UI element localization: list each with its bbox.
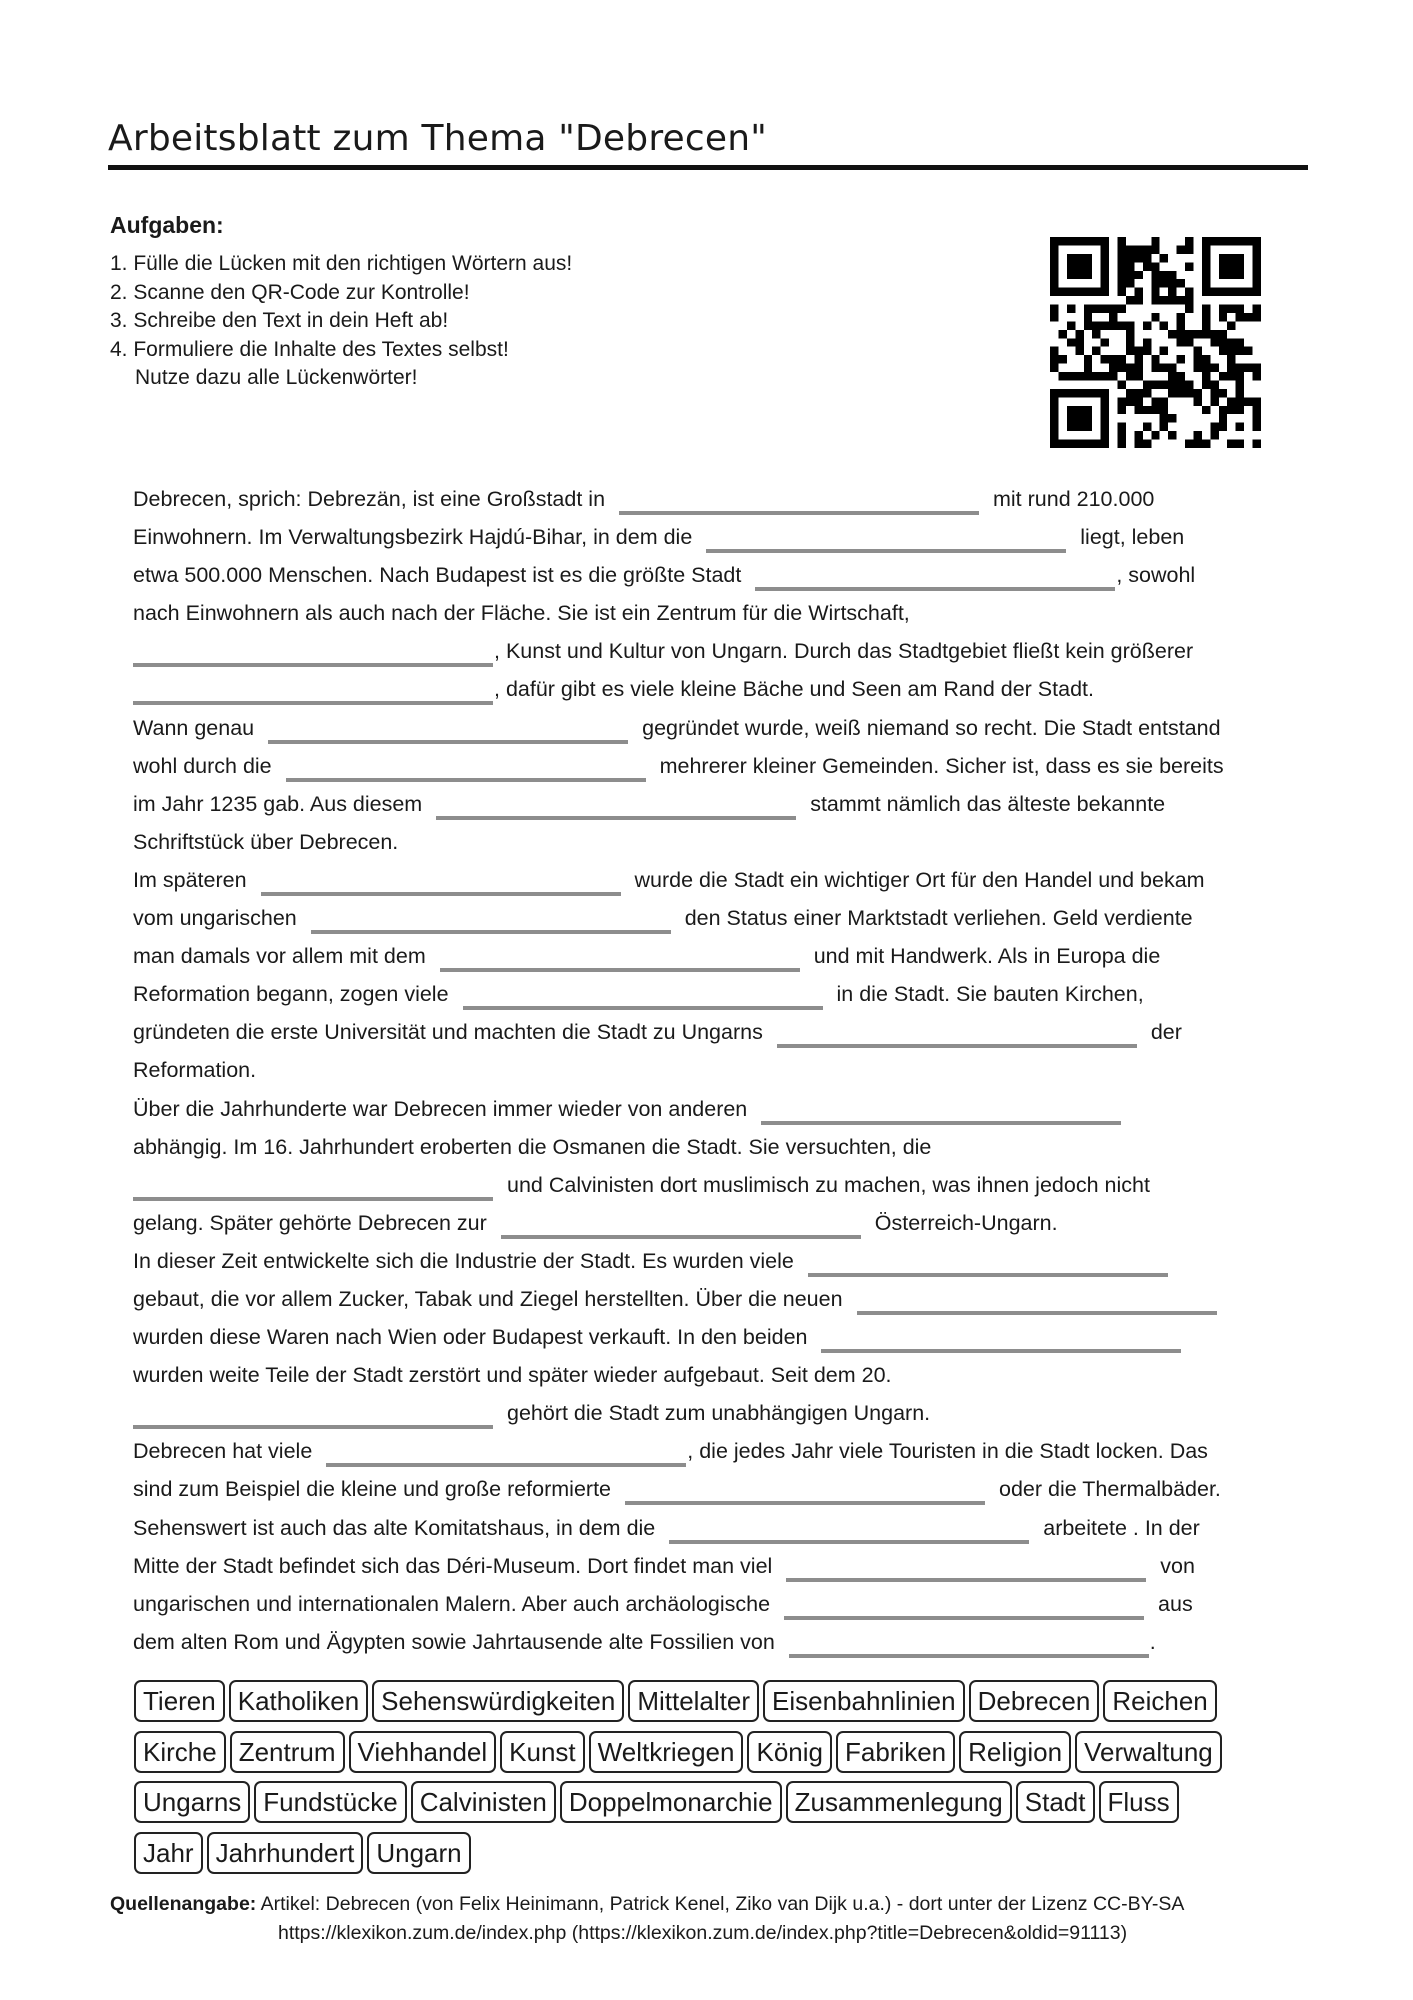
text-line: Einwohnern. Im Verwaltungsbezirk Hajdú-Bihar, in dem die liegt, leben xyxy=(133,518,1313,556)
text-line: Im späteren wurde die Stadt ein wichtiger Ort für den Handel und bekam xyxy=(133,861,1313,899)
text-line: vom ungarischen den Status einer Marktstadt verliehen. Geld verdiente xyxy=(133,899,1313,937)
word-chip[interactable]: Viehhandel xyxy=(349,1731,497,1773)
blank-gap[interactable] xyxy=(755,587,1115,591)
task-item-4: 4. Formuliere die Inhalte des Textes selbst! xyxy=(110,337,509,361)
text-line: Wann genau gegründet wurde, weiß niemand so recht. Die Stadt entstand xyxy=(133,709,1313,747)
tasks-heading: Aufgaben: xyxy=(110,212,224,238)
blank-gap[interactable] xyxy=(777,1044,1137,1048)
text-line: wurden weite Teile der Stadt zerstört und später wieder aufgebaut. Seit dem 20. xyxy=(133,1363,892,1388)
blank-gap[interactable] xyxy=(789,1654,1149,1658)
blank-gap[interactable] xyxy=(786,1578,1146,1582)
blank-gap[interactable] xyxy=(326,1463,686,1467)
word-chip[interactable]: Ungarn xyxy=(367,1832,470,1874)
blank-gap[interactable] xyxy=(501,1235,861,1239)
word-chip[interactable]: Eisenbahnlinien xyxy=(763,1680,965,1722)
word-chip[interactable]: Weltkriegen xyxy=(589,1731,744,1773)
blank-gap[interactable] xyxy=(436,816,796,820)
cloze-text xyxy=(133,480,1313,1661)
text-line: Reformation. xyxy=(133,1058,257,1083)
word-chip[interactable]: Sehenswürdigkeiten xyxy=(372,1680,624,1722)
text-line: gebaut, die vor allem Zucker, Tabak und Ziegel herstellten. Über die neuen xyxy=(133,1280,1313,1318)
word-chip[interactable]: Kunst xyxy=(500,1731,585,1773)
word-chip[interactable]: König xyxy=(747,1731,832,1773)
blank-gap[interactable] xyxy=(286,778,646,782)
blank-gap[interactable] xyxy=(669,1540,1029,1544)
word-chip[interactable]: Mittelalter xyxy=(628,1680,759,1722)
word-chip[interactable]: Jahr xyxy=(134,1832,203,1874)
task-item-3: 3. Schreibe den Text in dein Heft ab! xyxy=(110,309,449,332)
word-chip[interactable]: Reichen xyxy=(1103,1680,1216,1722)
task-item-1: 1. Fülle die Lücken mit den richtigen Wörtern aus! xyxy=(110,252,573,275)
text-line: dem alten Rom und Ägypten sowie Jahrtausende alte Fossilien von . xyxy=(133,1623,1313,1661)
blank-gap[interactable] xyxy=(261,892,621,896)
text-line: , Kunst und Kultur von Ungarn. Durch das Stadtgebiet fließt kein größerer xyxy=(133,632,1313,670)
word-chip[interactable]: Zentrum xyxy=(230,1731,345,1773)
word-chip[interactable]: Ungarns xyxy=(134,1781,250,1823)
blank-gap[interactable] xyxy=(808,1273,1168,1277)
source-link[interactable]: https://klexikon.zum.de/index.php (https://klexikon.zum.de/index.php?title=Debrecen&oldid=91113) xyxy=(278,1922,1128,1944)
task-item-2: 2. Scanne den QR-Code zur Kontrolle! xyxy=(110,280,470,304)
blank-gap[interactable] xyxy=(311,930,671,934)
text-line: sind zum Beispiel die kleine und große reformierte oder die Thermalbäder. xyxy=(133,1470,1313,1508)
word-chip[interactable]: Zusammenlegung xyxy=(786,1781,1012,1823)
word-bank xyxy=(134,1680,1334,1882)
word-chip[interactable]: Tieren xyxy=(134,1680,225,1722)
word-bank-row xyxy=(134,1680,1334,1731)
text-line: gelang. Später gehörte Debrecen zur Österreich-Ungarn. xyxy=(133,1204,1313,1242)
text-line: nach Einwohnern als auch nach der Fläche. Sie ist ein Zentrum für die Wirtschaft, xyxy=(133,601,910,626)
text-line: etwa 500.000 Menschen. Nach Budapest ist es die größte Stadt , sowohl xyxy=(133,556,1313,594)
word-bank-row xyxy=(134,1781,1334,1832)
text-line: Reformation begann, zogen viele in die Stadt. Sie bauten Kirchen, xyxy=(133,975,1313,1013)
text-line: , dafür gibt es viele kleine Bäche und Seen am Rand der Stadt. xyxy=(133,670,1313,708)
word-chip[interactable]: Doppelmonarchie xyxy=(560,1781,782,1823)
text-line: Mitte der Stadt befindet sich das Déri-Museum. Dort findet man viel von xyxy=(133,1547,1313,1585)
task-item-4-note: Nutze dazu alle Lückenwörter! xyxy=(135,366,418,389)
word-chip[interactable]: Kirche xyxy=(134,1731,226,1773)
blank-gap[interactable] xyxy=(440,968,800,972)
qr-code-icon[interactable] xyxy=(1050,237,1261,448)
text-line: im Jahr 1235 gab. Aus diesem stammt nämlich das älteste bekannte xyxy=(133,785,1313,823)
text-line: Über die Jahrhunderte war Debrecen immer wieder von anderen xyxy=(133,1090,1313,1128)
word-bank-row xyxy=(134,1832,1334,1883)
text-line: und Calvinisten dort muslimisch zu machen, was ihnen jedoch nicht xyxy=(133,1166,1313,1204)
blank-gap[interactable] xyxy=(857,1311,1217,1315)
blank-gap[interactable] xyxy=(706,549,1066,553)
text-line: man damals vor allem mit dem und mit Handwerk. Als in Europa die xyxy=(133,937,1313,975)
word-chip[interactable]: Stadt xyxy=(1016,1781,1095,1823)
blank-gap[interactable] xyxy=(133,701,493,705)
title-underline xyxy=(108,165,1308,170)
blank-gap[interactable] xyxy=(133,1197,493,1201)
word-chip[interactable]: Jahrhundert xyxy=(207,1832,364,1874)
source-label: Quellenangabe: xyxy=(110,1893,257,1915)
text-line: gründeten die erste Universität und machten die Stadt zu Ungarns der xyxy=(133,1013,1313,1051)
text-line: abhängig. Im 16. Jahrhundert eroberten die Osmanen die Stadt. Sie versuchten, die xyxy=(133,1134,932,1159)
text-line: Schriftstück über Debrecen. xyxy=(133,829,399,854)
source-line-1: Artikel: Debrecen (von Felix Heinimann, Patrick Kenel, Ziko van Dijk u.a.) - dort unter der Lizenz CC-BY-SA xyxy=(260,1893,1185,1915)
word-chip[interactable]: Debrecen xyxy=(969,1680,1100,1722)
blank-gap[interactable] xyxy=(784,1616,1144,1620)
text-line: Debrecen, sprich: Debrezän, ist eine Großstadt in mit rund 210.000 xyxy=(133,480,1313,518)
word-bank-row xyxy=(134,1731,1334,1782)
blank-gap[interactable] xyxy=(133,663,493,667)
blank-gap[interactable] xyxy=(133,1425,493,1429)
word-chip[interactable]: Fabriken xyxy=(836,1731,955,1773)
source-note xyxy=(110,1890,1185,1944)
word-chip[interactable]: Katholiken xyxy=(229,1680,368,1722)
word-chip[interactable]: Religion xyxy=(959,1731,1071,1773)
text-line: gehört die Stadt zum unabhängigen Ungarn. xyxy=(133,1394,1313,1432)
text-line: wurden diese Waren nach Wien oder Budapest verkauft. In den beiden xyxy=(133,1318,1313,1356)
blank-gap[interactable] xyxy=(761,1121,1121,1125)
blank-gap[interactable] xyxy=(463,1006,823,1010)
text-line: wohl durch die mehrerer kleiner Gemeinden. Sicher ist, dass es sie bereits xyxy=(133,747,1313,785)
blank-gap[interactable] xyxy=(625,1501,985,1505)
blank-gap[interactable] xyxy=(268,740,628,744)
text-line: In dieser Zeit entwickelte sich die Industrie der Stadt. Es wurden viele xyxy=(133,1242,1313,1280)
text-line: ungarischen und internationalen Malern. Aber auch archäologische aus xyxy=(133,1585,1313,1623)
word-chip[interactable]: Verwaltung xyxy=(1075,1731,1222,1773)
text-line: Sehenswert ist auch das alte Komitatshaus, in dem die arbeitete . In der xyxy=(133,1509,1313,1547)
task-list xyxy=(110,250,572,393)
page-title: Arbeitsblatt zum Thema "Debrecen" xyxy=(108,118,767,159)
blank-gap[interactable] xyxy=(821,1349,1181,1353)
word-chip[interactable]: Fundstücke xyxy=(254,1781,406,1823)
word-chip[interactable]: Fluss xyxy=(1099,1781,1179,1823)
blank-gap[interactable] xyxy=(619,511,979,515)
text-line: Debrecen hat viele , die jedes Jahr viele Touristen in die Stadt locken. Das xyxy=(133,1432,1313,1470)
word-chip[interactable]: Calvinisten xyxy=(411,1781,556,1823)
